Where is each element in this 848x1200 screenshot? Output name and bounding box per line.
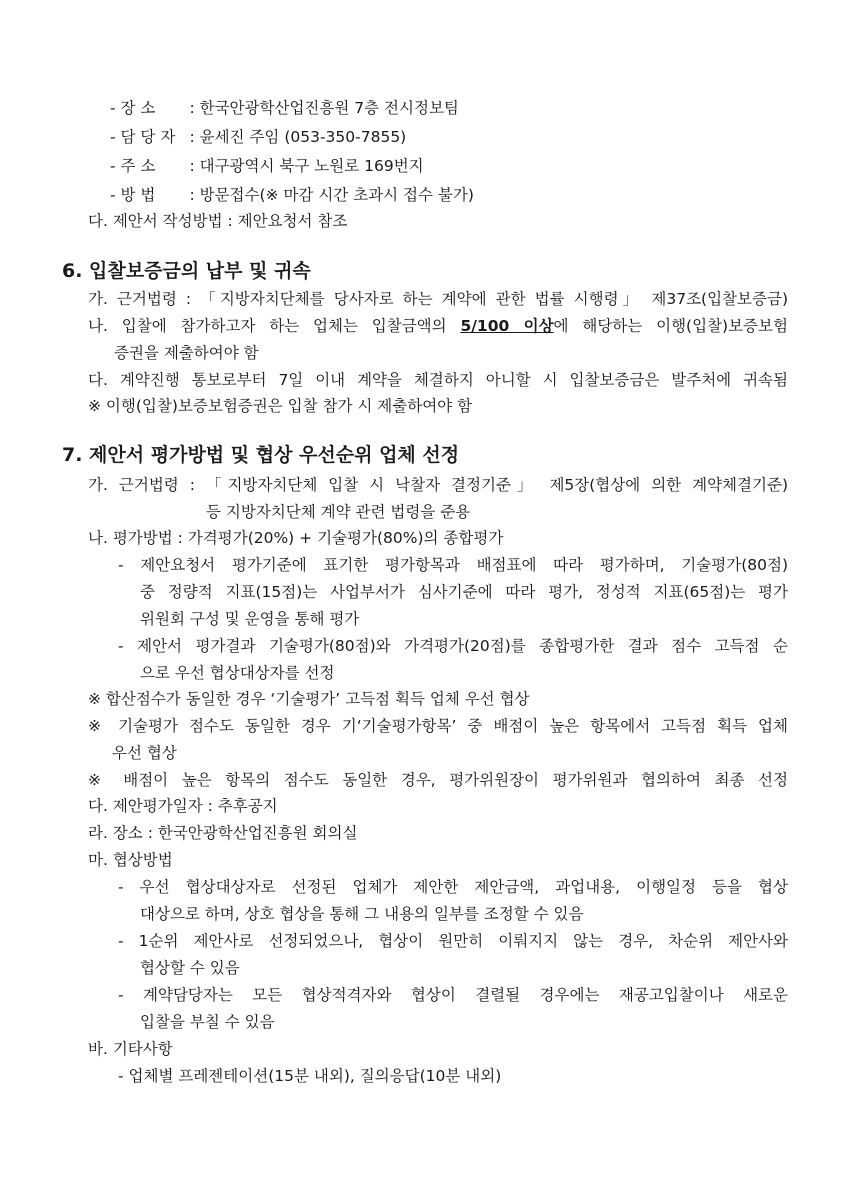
contact-label: 담 당 자 bbox=[120, 128, 176, 146]
s7-ma-b2-2: 협상할 수 있음 bbox=[140, 959, 240, 977]
address-label: 주 소 bbox=[120, 157, 156, 175]
address-item: - 주 소 : 대구광역시 북구 노원로 169번지 bbox=[110, 153, 424, 179]
deposit-rate: 5/100 이상 bbox=[460, 317, 554, 335]
s7-na: 나. 평가방법 : 가격평가(20%) + 기술평가(80%)의 종합평가 bbox=[88, 529, 504, 547]
s7-na-b2-1: - 제안서 평가결과 기술평가(80점)와 가격평가(20점)를 종합평가한 결과 점수 고득점 순 bbox=[118, 637, 788, 655]
s7-note-2-cont: 우선 협상 bbox=[112, 744, 177, 762]
s7-na-b1-1: - 제안요청서 평가기준에 표기한 평가항목과 배점표에 따라 평가하며, 기술평가(80점) bbox=[118, 556, 788, 574]
section-6-title: 6. 입찰보증금의 납부 및 귀속 bbox=[62, 260, 311, 282]
s7-ra: 라. 장소 : 한국안광학산업진흥원 회의실 bbox=[88, 824, 358, 842]
s7-ma-b3-1: - 계약담당자는 모든 협상적격자와 협상이 결렬될 경우에는 재공고입찰이나 새로운 bbox=[118, 986, 788, 1004]
s7-ga-1: 가. 근거법령 : 「지방자치단체 입찰 시 낙찰자 결정기준」 제5장(협상에 의한 계약체결기준) bbox=[88, 476, 788, 494]
s7-note-2: ※ 기술평가 점수도 동일한 경우 기‘기술평가항목’ 중 배점이 높은 항목에서 고득점 획득 업체 bbox=[88, 717, 788, 735]
s7-na-b1-2: 중 정량적 지표(15점)는 사업부서가 심사기준에 따라 평가, 정성적 지표(65점)는 평가 bbox=[140, 583, 788, 601]
s7-ma-b1-1: - 우선 협상대상자로 선정된 업체가 제안한 제안금액, 과업내용, 이행일정 등을 협상 bbox=[118, 878, 788, 896]
s7-ma-b1-2: 대상으로 하며, 상호 협상을 통해 그 내용의 일부를 조정할 수 있음 bbox=[140, 905, 584, 923]
address-value: : 대구광역시 북구 노원로 169번지 bbox=[184, 157, 424, 175]
contact-value: : 윤세진 주임 (053-350-7855) bbox=[184, 128, 407, 146]
proposal-method: 다. 제안서 작성방법 : 제안요청서 참조 bbox=[88, 212, 348, 230]
s7-da: 다. 제안평가일자 : 추후공지 bbox=[88, 797, 278, 815]
s7-ma-b2-1: - 1순위 제안사로 선정되었으나, 협상이 원만히 이뤄지지 않는 경우, 차순위 제안사와 bbox=[118, 932, 788, 950]
section-7-title: 7. 제안서 평가방법 및 협상 우선순위 업체 선정 bbox=[62, 444, 460, 466]
s7-na-b1-3: 위원회 구성 및 운영을 통해 평가 bbox=[140, 610, 360, 628]
s6-da: 다. 계약진행 통보로부터 7일 이내 계약을 체결하지 아니할 시 입찰보증금은 발주처에 귀속됨 bbox=[88, 371, 788, 389]
s7-ma-b3-2: 입찰을 부칠 수 있음 bbox=[140, 1013, 275, 1031]
location-value: : 한국안광학산업진흥원 7층 전시정보팀 bbox=[184, 99, 459, 117]
method-value: : 방문접수(※ 마감 시간 초과시 접수 불가) bbox=[184, 186, 474, 204]
location-label: 장 소 bbox=[120, 99, 156, 117]
s7-note-3: ※ 배점이 높은 항목의 점수도 동일한 경우, 평가위원장이 평가위원과 협의하여 최종 선정 bbox=[88, 771, 788, 789]
s6-ga: 가. 근거법령 : 「지방자치단체를 당사자로 하는 계약에 관한 법률 시행령」 제37조(입찰보증금) bbox=[88, 290, 788, 308]
contact-item: - 담 당 자 : 윤세진 주임 (053-350-7855) bbox=[110, 124, 406, 150]
s7-na-b2-2: 으로 우선 협상대상자를 선정 bbox=[140, 664, 335, 682]
s6-note: ※ 이행(입찰)보증보험증권은 입찰 참가 시 제출하여야 함 bbox=[88, 397, 473, 415]
s7-ba: 바. 기타사항 bbox=[88, 1040, 173, 1058]
s6-na-cont: 증권을 제출하여야 함 bbox=[114, 344, 259, 362]
s7-ga-2: 등 지방자치단체 계약 관련 법령을 준용 bbox=[206, 503, 471, 521]
method-item: - 방 법 : 방문접수(※ 마감 시간 초과시 접수 불가) bbox=[110, 182, 474, 208]
method-label: 방 법 bbox=[120, 186, 156, 204]
location-item: - 장 소 : 한국안광학산업진흥원 7층 전시정보팀 bbox=[110, 95, 459, 121]
s7-note-1: ※ 합산점수가 동일한 경우 ‘기술평가’ 고득점 획득 업체 우선 협상 bbox=[88, 690, 530, 708]
s6-na: 나. 입찰에 참가하고자 하는 업체는 입찰금액의 5/100 이상에 해당하는 이행(입찰)보증보험 bbox=[88, 317, 788, 335]
s7-ma: 마. 협상방법 bbox=[88, 851, 173, 869]
s7-ba-b1: - 업체별 프레젠테이션(15분 내외), 질의응답(10분 내외) bbox=[118, 1067, 502, 1085]
